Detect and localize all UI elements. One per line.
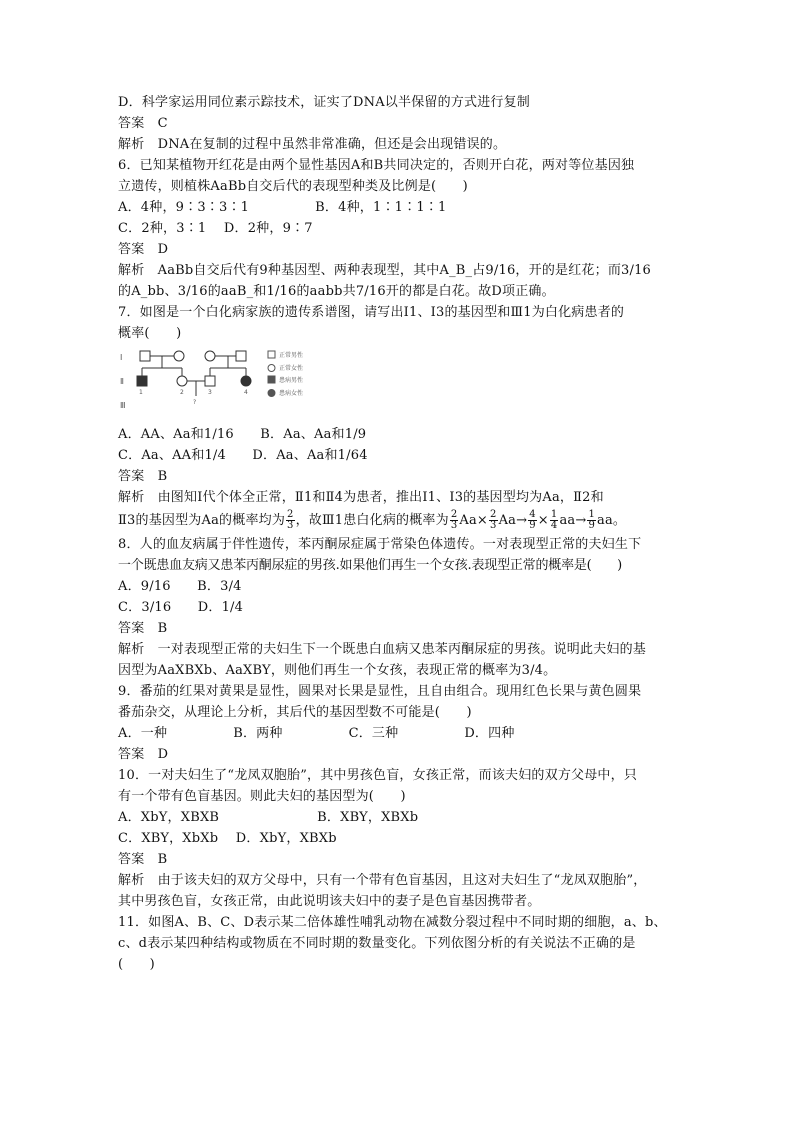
question-8-stem-cont: 一个既患血友病又患苯丙酮尿症的男孩.如果他们再生一个女孩.表现型正常的概率是( ) bbox=[118, 558, 623, 573]
question-8-stem: 8．人的血友病属于伴性遗传，苯丙酮尿症属于常染色体遗传。一对表现型正常的夫妇生下 bbox=[118, 537, 642, 552]
pedigree-chart bbox=[118, 348, 678, 418]
question-7-stem-cont: 概率( ) bbox=[118, 326, 182, 341]
fraction: $\frac{2}{3}$ bbox=[450, 509, 458, 531]
option-b: B．4种，1∶1∶1∶1 bbox=[315, 200, 447, 215]
answer-line: 答案 B bbox=[118, 852, 168, 867]
svg-text:2: 2 bbox=[180, 389, 184, 396]
question-10-stem-cont: 有一个带有色盲基因。则此夫妇的基因型为( ) bbox=[118, 789, 406, 804]
analysis-line: 解析 DNA在复制的过程中虽然非常准确，但还是会出现错误的。 bbox=[118, 137, 507, 152]
gen-label-1: Ⅰ bbox=[120, 353, 123, 362]
analysis-line-cont: 其中男孩色盲，女孩正常，由此说明该夫妇中的妻子是色盲基因携带者。 bbox=[118, 894, 541, 909]
analysis-line-with-fractions: Ⅱ3的基因型为Aa的概率均为 $\frac{2}{3}$ ，故Ⅲ1患白化病的概率为 $\frac{2}{3}$ Aa× $\frac{2}{3}$ Aa→ $\frac{4}{9}$ × $\frac{1}{4}$ aa→ $\frac{1}{9}$ aa。 bbox=[118, 509, 627, 531]
question-7-options-cd: C．Aa、AA和1/4 D．Aa、Aa和1/64 bbox=[118, 448, 368, 463]
document-page bbox=[118, 92, 678, 975]
analysis-line-cont: 的A_bb、3/16的aaB_和1/16的aabb共7/16开的都是白花。故D项正确。 bbox=[118, 284, 555, 299]
question-9-options: A．一种 B．两种 C．三种 D．四种 bbox=[118, 726, 515, 741]
question-10-options-ab: A．XbY，XBXB B．XBY，XBXb bbox=[118, 810, 419, 825]
answer-line: 答案 D bbox=[118, 747, 169, 762]
gen2-male-3 bbox=[205, 376, 215, 386]
answer-line: 答案 B bbox=[118, 469, 168, 484]
gen2-affected-male-1 bbox=[137, 376, 147, 386]
question-9-stem: 9．番茄的红果对黄果是显性，圆果对长果是显性，且自由组合。现用红色长果与黄色圆果 bbox=[118, 684, 642, 699]
question-8-options-ab: A．9/16 B．3/4 bbox=[118, 579, 242, 594]
question-9-stem-cont: 番茄杂交，从理论上分析，其后代的基因型数不可能是( ) bbox=[118, 705, 472, 720]
legend-affected-male: 患病男性 bbox=[279, 377, 304, 384]
analysis-line: 解析 由于该夫妇的双方父母中，只有一个带有色盲基因，且这对夫妇生了“龙凤双胞胎”， bbox=[118, 873, 647, 888]
gen1-female-3 bbox=[205, 351, 215, 361]
fraction: $\frac{2}{3}$ bbox=[490, 509, 497, 531]
fraction: $\frac{1}{4}$ bbox=[550, 509, 558, 531]
gen1-male-4 bbox=[236, 351, 246, 361]
question-7-stem: 7．如图是一个白化病家族的遗传系谱图，请写出Ⅰ1、Ⅰ3的基因型和Ⅲ1为白化病患者的 bbox=[118, 305, 625, 320]
gen-label-3: Ⅲ bbox=[120, 401, 126, 410]
gen2-affected-female-4 bbox=[241, 376, 251, 386]
analysis-line: 解析 由图知Ⅰ代个体全正常，Ⅱ1和Ⅱ4为患者，推出Ⅰ1、Ⅰ3的基因型均为Aa，Ⅱ2和 bbox=[118, 490, 604, 505]
analysis-line: 解析 AaBb自交后代有9种基因型、两种表现型，其中A_B_占9/16，开的是红花；而3/16 bbox=[118, 263, 652, 278]
gen2-female-2 bbox=[177, 376, 187, 386]
analysis-line-cont: 因型为AaXBXb、AaXBY，则他们再生一个女孩，表现正常的概率为3/4。 bbox=[118, 663, 557, 678]
question-6-stem-cont: 立遗传，则植株AaBb自交后代的表现型种类及比例是( ) bbox=[118, 179, 468, 194]
answer-line: 答案 B bbox=[118, 621, 168, 636]
gen-label-2: Ⅱ bbox=[120, 377, 124, 386]
question-10-stem: 10．一对夫妇生了“龙凤双胞胎”，其中男孩色盲，女孩正常，而该夫妇的双方父母中，只 bbox=[118, 768, 638, 783]
question-6-stem: 6．已知某植物开红花是由两个显性基因A和B共同决定的，否则开白花，两对等位基因独 bbox=[118, 158, 635, 173]
pedigree-svg bbox=[118, 348, 358, 418]
answer-line: 答案 D bbox=[118, 242, 169, 257]
text-line: D．科学家运用同位素示踪技术，证实了DNA以半保留的方式进行复制 bbox=[118, 95, 531, 110]
gen1-female-2 bbox=[174, 351, 184, 361]
question-11-paren: ( ) bbox=[118, 957, 155, 972]
question-11-stem: 11．如图A、B、C、D表示某二倍体雄性哺乳动物在减数分裂过程中不同时期的细胞，a、b、 bbox=[118, 915, 667, 930]
question-7-options-ab: A．AA、Aa和1/16 B．Aa、Aa和1/9 bbox=[118, 427, 367, 442]
gen1-male-1 bbox=[140, 351, 150, 361]
svg-text:3: 3 bbox=[208, 389, 212, 396]
question-6-options-cd: C．2种，3∶1 D．2种，9∶7 bbox=[118, 221, 313, 236]
question-6-options-ab bbox=[118, 197, 678, 218]
svg-text:?: ? bbox=[193, 399, 197, 406]
question-11-stem-cont: c、d表示某四种结构或物质在不同时期的数量变化。下列依图分析的有关说法不正确的是 bbox=[118, 936, 636, 951]
svg-text:4: 4 bbox=[244, 389, 248, 396]
legend-affected-female: 患病女性 bbox=[279, 390, 304, 397]
fraction: $\frac{2}{3}$ bbox=[287, 509, 294, 531]
fraction: $\frac{4}{9}$ bbox=[529, 509, 536, 531]
answer-line: 答案 C bbox=[118, 116, 168, 131]
question-10-options-cd: C．XBY，XbXb D．XbY，XBXb bbox=[118, 831, 337, 846]
option-a: A．4种，9∶3∶3∶1 bbox=[118, 200, 250, 215]
analysis-line: 解析 一对表现型正常的夫妇生下一个既患白血病又患苯丙酮尿症的男孩。说明此夫妇的基 bbox=[118, 642, 647, 657]
legend-normal-female: 正常女性 bbox=[279, 365, 304, 372]
fraction: $\frac{1}{9}$ bbox=[588, 509, 596, 531]
legend-normal-male: 正常男性 bbox=[279, 352, 304, 359]
question-8-options-cd: C．3/16 D．1/4 bbox=[118, 600, 244, 615]
svg-text:1: 1 bbox=[139, 389, 143, 396]
